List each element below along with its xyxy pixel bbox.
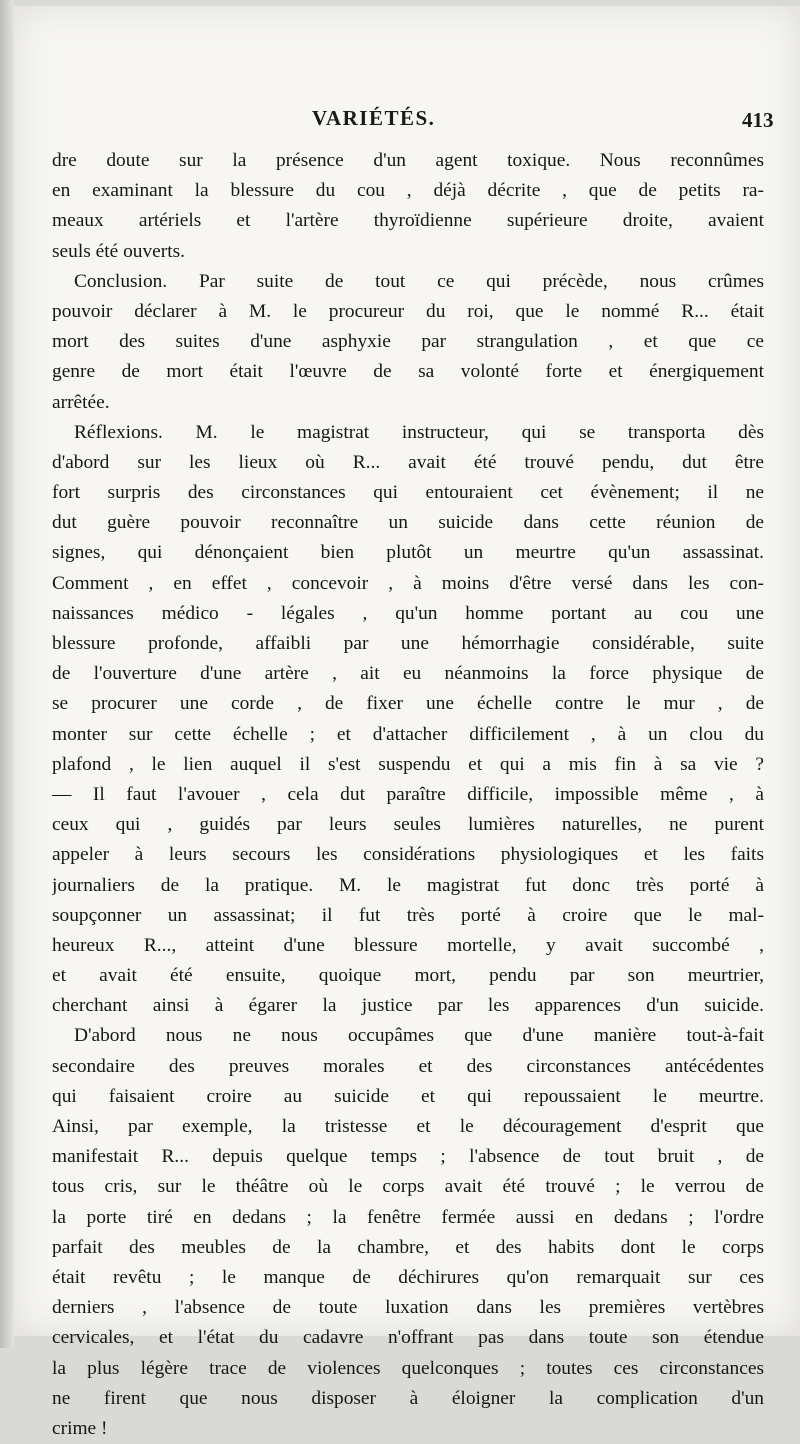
text-line: parfait des meubles de la chambre, et des habits dont le corps (52, 1236, 764, 1258)
text-line: dut guère pouvoir reconnaître un suicide dans cette réunion de (52, 512, 764, 534)
page-header (0, 106, 800, 136)
text-line: d'abord sur les lieux où R... avait été trouvé pendu, dut être (52, 451, 764, 473)
text-line: seuls été ouverts. (52, 240, 186, 262)
text-line: naissances médico - légales , qu'un homme portant au cou une (52, 602, 764, 624)
text-line: appeler à leurs secours les considérations physiologiques et les faits (52, 844, 764, 866)
text-line: heureux R..., atteint d'une blessure mortelle, y avait succombé , (52, 934, 764, 956)
text-line: qui faisaient croire au suicide et qui repoussaient le meurtre. (52, 1085, 764, 1107)
text-line: tous cris, sur le théâtre où le corps avait été trouvé ; le verrou de (52, 1176, 764, 1198)
text-line: soupçonner un assassinat; il fut très porté à croire que le mal- (52, 904, 764, 926)
text-line: ceux qui , guidés par leurs seules lumières naturelles, ne purent (52, 814, 764, 836)
text-line: de l'ouverture d'une artère , ait eu néanmoins la force physique de (52, 663, 764, 685)
text-line: secondaire des preuves morales et des circonstances antécédentes (52, 1055, 764, 1077)
text-line: la plus légère trace de violences quelconques ; toutes ces circonstances (52, 1357, 764, 1379)
text-line: cherchant ainsi à égarer la justice par les apparences d'un suicide. (52, 995, 764, 1017)
text-line: derniers , l'absence de toute luxation dans les premières vertèbres (52, 1297, 764, 1319)
text-line: Réflexions. M. le magistrat instructeur, qui se transporta dès (74, 421, 764, 443)
text-line: signes, qui dénonçaient bien plutôt un meurtre qu'un assassinat. (52, 542, 764, 564)
page-number: 413 (742, 108, 774, 132)
text-line: Comment , en effet , concevoir , à moins d'être versé dans les con- (52, 572, 764, 594)
text-line: arrêtée. (52, 391, 110, 413)
text-line: D'abord nous ne nous occupâmes que d'une manière tout-à-fait (74, 1025, 764, 1047)
text-line: genre de mort était l'œuvre de sa volonté forte et énergiquement (52, 361, 764, 383)
text-line: crime ! (52, 1417, 108, 1439)
text-line: était revêtu ; le manque de déchirures qu'on remarquait sur ces (52, 1266, 764, 1288)
text-line: meaux artériels et l'artère thyroïdienne supérieure droite, avaient (52, 210, 764, 232)
text-line: la porte tiré en dedans ; la fenêtre fermée aussi en dedans ; l'ordre (52, 1206, 764, 1228)
text-line: se procurer une corde , de fixer une échelle contre le mur , de (52, 693, 764, 715)
running-head: VARIÉTÉS. (312, 106, 436, 130)
text-line: fort surpris des circonstances qui entouraient cet évènement; il ne (52, 482, 764, 504)
page-gutter (0, 0, 14, 1348)
text-line: Ainsi, par exemple, la tristesse et le découragement d'esprit que (52, 1116, 764, 1137)
text-line: en examinant la blessure du cou , déjà décrite , que de petits ra- (52, 180, 764, 202)
text-line: — Il faut l'avouer , cela dut paraître difficile, impossible même , à (52, 783, 764, 805)
text-line: monter sur cette échelle ; et d'attacher difficilement , à un clou du (52, 723, 764, 745)
text-line: plafond , le lien auquel il s'est suspendu et qui a mis fin à sa vie ? (52, 753, 764, 775)
text-line: mort des suites d'une asphyxie par strangulation , et que ce (52, 331, 764, 353)
text-line: Conclusion. Par suite de tout ce qui précède, nous crûmes (74, 270, 764, 292)
text-line: blessure profonde, affaibli par une hémorrhagie considérable, suite (52, 633, 764, 654)
text-line: et avait été ensuite, quoique mort, pendu par son meurtrier, (52, 965, 764, 987)
text-line: dre doute sur la présence d'un agent toxique. Nous reconnûmes (52, 150, 764, 171)
text-line: journaliers de la pratique. M. le magistrat fut donc très porté à (52, 874, 764, 896)
text-line: manifestait R... depuis quelque temps ; l'absence de tout bruit , de (52, 1146, 764, 1168)
text-line: pouvoir déclarer à M. le procureur du roi, que le nommé R... était (52, 300, 764, 322)
text-line: ne firent que nous disposer à éloigner la complication d'un (52, 1387, 764, 1409)
body-text (52, 146, 764, 1444)
text-line: cervicales, et l'état du cadavre n'offrant pas dans toute son étendue (52, 1327, 764, 1349)
